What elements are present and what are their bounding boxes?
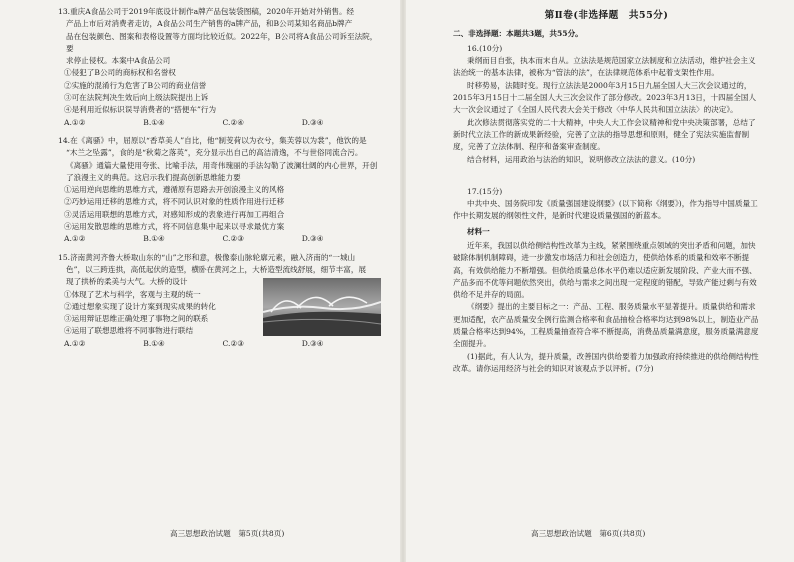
q16-paragraph-1: 秉纲而目自张，执本而末自从。立法法是规范国家立法制度和立法活动，维护社会主义法治统一的基本法律，被称为“管法的法”，在法律规范体系中起着支架性作用。: [453, 56, 756, 78]
q13-stem-3: 品在包装颜色、图案和表格设置等方面均比较近似。2022年，B公司将A食品公司诉至法院，要: [66, 31, 378, 53]
q16-task: 结合材料，运用政治与法治的知识，说明修改立法法的意义。(10分): [467, 154, 696, 164]
q13-choice-a: A.①②: [64, 117, 86, 127]
q13-option-4: ④是利用近似标识误导消费者的“搭便车”行为: [64, 105, 217, 115]
q14-choice-d: D.③④: [301, 234, 324, 244]
q15-option-4: ④运用了联想思维将不同事物进行联结: [64, 326, 194, 336]
q14-stem-3: 《离骚》通篇大量使用夸张、比喻手法，用奇伟瑰丽的手法勾勒了波澜壮阔的内心世界，开创: [66, 160, 378, 170]
q15-option-3: ③运用辩证思维正确处理了事物之间的联系: [64, 314, 209, 324]
q14-option-3: ③灵活运用联想的思维方式，对感知形成的表象进行再加工再组合: [64, 209, 285, 219]
q14-stem-1: 14.在《离骚》中，屈原以“香草美人”自比，他“制芰荷以为衣兮，集芙蓉以为裳”，他饮的是: [58, 135, 367, 145]
q15-option-2: ②通过想象实现了设计方案到现实成果的转化: [64, 301, 216, 311]
question-13: [58, 6, 381, 129]
q17-paragraph-2: 《纲要》提出的主要目标之一：产品、工程、服务质量水平显著提升。质量供给和需求更加适配，农产品质量安全例行监测合格率和食品抽检合格率均达到98%以上，制造业产品质量合格率达到94%，工程质量抽查符合率不断提高，消费品质量满意度，服务质量满意度全面提升。: [453, 302, 759, 349]
q17-paragraph-1: 近年来，我国以供给侧结构性改革为主线，紧紧围绕重点领域的突出矛盾和问题，加快破除体制机制障碍，进一步激发市场活力和社会创造力，使供给体系的质量和效率不断提高，有效供给能力不断增强。但供给质量总体水平仍难以适应新发展阶段、产业大而不强、产品多而不优等问题依然突出，供给与需求之间出现一定程度的错配，导致产能过剩与有效供给不足并存的局面。: [453, 240, 757, 300]
q14-option-2: ②巧妙运用迁移的思维方式，将不同认识对象的性质作用进行迁移: [64, 197, 285, 207]
q13-option-2: ②实施的混淆行为危害了B公司的商业信誉: [64, 80, 207, 90]
q14-option-4: ④运用发散思维的思维方式，将不同信息集中起来以寻求最优方案: [64, 222, 285, 232]
q16-number: 16.(10分): [467, 43, 503, 53]
q13-choice-b: B.①④: [143, 117, 165, 127]
q13-choice-d: D.③④: [301, 117, 324, 127]
q13-stem-1: 13.重庆A食品公司于2019年底设计制作a牌产品包装袋图稿，2020年开始对外销售。经: [58, 7, 355, 16]
q14-option-1: ①运用逆向思维的思维方式，遵循原有思路去开创浪漫主义的风格: [64, 185, 285, 195]
q13-stem-2: 产品上市后对消费者走访，A食品公司生产销售的a牌产品，和B公司某知名商品b牌产: [66, 19, 353, 29]
q15-stem-1: 15.济南黄河齐鲁大桥取山东的“山”之形和意，极像泰山脉轮廓元素，融入济南的“一城山: [58, 252, 356, 262]
q13-stem-4: 求停止侵权。本案中A食品公司: [66, 56, 171, 66]
q15-stem-3: 现了拱桥的柔美与大气。大桥的设计: [66, 277, 188, 287]
q16-paragraph-3: 此次修法贯彻落实党的二十大精神，中央人大工作会议精神和党中央决策部署，总结了新时代立法工作的新成果新经验，完善了立法的指导思想和原则，健全了宪法实施监督制度，完善了立法体制、程序和备案审查制度。: [453, 117, 756, 152]
q17-number: 17.(15分): [467, 186, 503, 196]
q15-choices: [58, 338, 381, 350]
q15-choice-a: A.①②: [64, 338, 86, 348]
q14-choices: [58, 233, 381, 245]
q13-option-1: ①侵犯了B公司的商标权和名誉权: [64, 68, 176, 78]
q14-stem-2: “木兰之坠露”，食的是“秋菊之落英”，充分显示出自己的高洁清逸，不与世俗同流合污。: [66, 148, 363, 158]
q17-task: (1)据此，有人认为，提升质量，改善国内供给要着力加强政府持续推进的供给侧结构性改革。请你运用经济与社会的知识对该观点予以评析。(7分): [453, 351, 759, 373]
q15-choice-b: B.①④: [143, 338, 165, 348]
q13-choice-c: C.②④: [222, 117, 245, 127]
q17-material-label: 材料一: [467, 226, 490, 236]
right-page: [411, 0, 794, 562]
q16-paragraph-2: 时移势易，法随时变。现行立法法是2000年3月15日九届全国人大三次会议通过的，2015年3月15日十二届全国人大三次会议作了部分修改。2023年3月13日，十四届全国人大一次会议通过了《全国人民代表大会关于修改〈中华人民共和国立法法〉的决定》。: [453, 80, 757, 115]
q14-choice-a: A.①②: [64, 234, 86, 244]
q13-option-3: ③可在法院判决生效后向上级法院提出上诉: [64, 93, 209, 103]
question-17: [453, 186, 760, 375]
section-instruction: 二、非选择题：本题共3题，共55分。: [453, 28, 583, 38]
left-page: [0, 0, 395, 562]
q15-stem-2: 色”，以三跨连拱，高低起伏的造型，横卧在黄河之上，大桥造型流线舒展，细节丰富，展: [66, 264, 367, 274]
q14-choice-b: B.①④: [143, 234, 165, 244]
right-page-footer: 高三思想政治试题 第6页(共8页): [531, 528, 646, 538]
q14-stem-4: 了浪漫主义的典范。这启示我们提高创新思维能力要: [66, 172, 241, 182]
left-page-footer: 高三思想政治试题 第5页(共8页): [170, 528, 285, 538]
question-15: [58, 252, 381, 350]
section-title: 第Ⅱ卷(非选择题 共55分): [544, 10, 669, 21]
question-14: [58, 135, 381, 246]
q14-choice-c: C.②③: [222, 234, 245, 244]
bridge-photo: [263, 278, 381, 336]
q17-intro: 中共中央、国务院印发《质量强国建设纲要》(以下简称《纲要》)，作为指导中国质量工作中长期发展的纲领性文件，是新时代建设质量强国的新蓝本。: [453, 199, 758, 221]
q15-choice-c: C.②③: [222, 338, 245, 348]
page-gutter: [400, 0, 406, 562]
q15-choice-d: D.③④: [301, 338, 324, 348]
question-16: [453, 43, 760, 166]
q13-choices: [58, 117, 381, 129]
q15-option-1: ①体现了艺术与科学，客观与主观的统一: [64, 289, 201, 299]
